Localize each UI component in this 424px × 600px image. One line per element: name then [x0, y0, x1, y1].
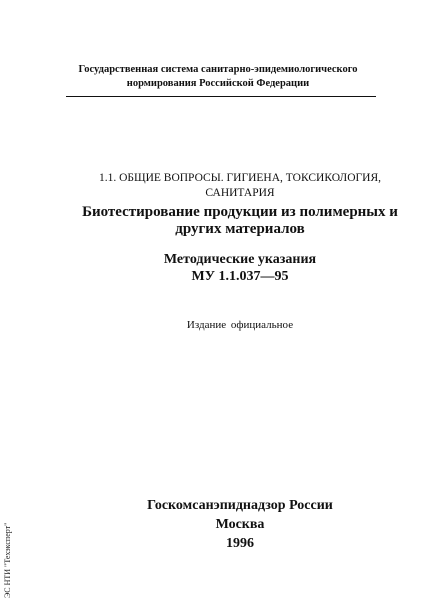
category-line-2: САНИТАРИЯ — [205, 187, 275, 199]
doctype-label: Методические указания — [163, 252, 317, 267]
header-divider — [66, 96, 376, 97]
header-line-2: нормирования Российской Федерации — [126, 78, 310, 89]
document-category — [40, 171, 424, 201]
document-number: МУ 1.1.037—95 — [191, 269, 289, 284]
title-line-1: Биотестирование продукции из полимерных и — [82, 204, 398, 220]
header-line-1: Государственная система санитарно-эпидемиологического — [78, 64, 358, 75]
publisher-city: Москва — [215, 517, 265, 532]
publication-year: 1996 — [226, 536, 254, 551]
edition-note: Издание официальное — [186, 319, 294, 331]
title-line-2: других материалов — [175, 221, 305, 237]
publisher-name: Госкомсанэпиднадзор России — [147, 498, 333, 513]
document-type — [60, 251, 420, 285]
document-title — [70, 204, 410, 238]
issuing-system-header — [68, 63, 368, 91]
side-watermark: ЭС НТИ "Техэксперт" — [3, 522, 12, 598]
publisher-block — [60, 496, 420, 553]
category-line-1: 1.1. ОБЩИЕ ВОПРОСЫ. ГИГИЕНА, ТОКСИКОЛОГИЯ, — [98, 172, 382, 184]
